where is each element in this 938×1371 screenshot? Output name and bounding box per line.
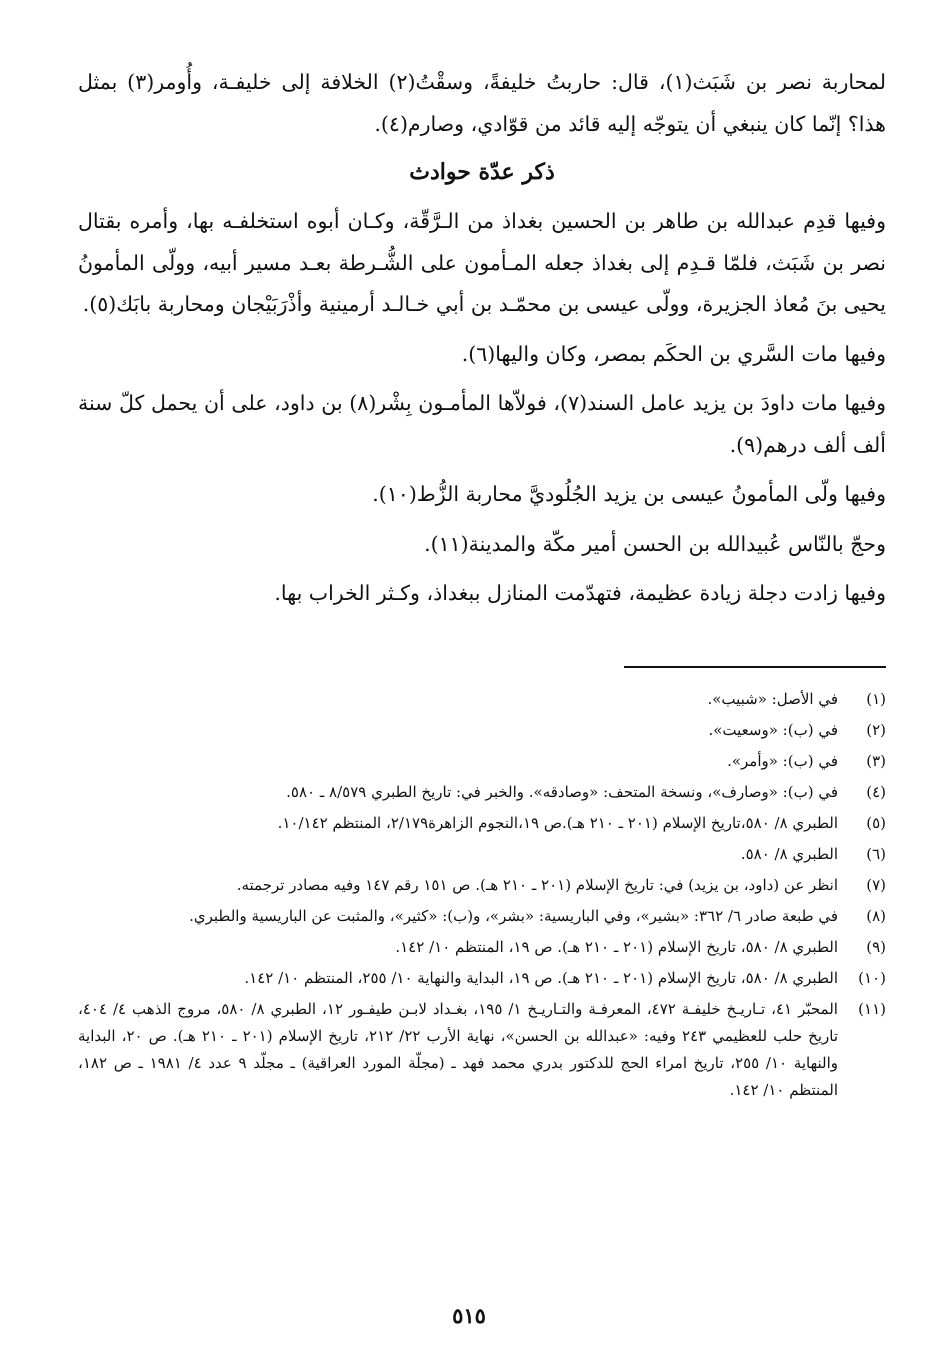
footnote-number: (٩) [866,938,886,956]
footnote-10 [78,965,886,992]
footnote-3 [78,748,886,775]
footnote-text: انظر عن (داود، بن يزيد) في: تاريخ الإسلام (٢٠١ ـ ٢١٠ هـ). ص ١٥١ رقم ١٤٧ وفيه مصادر ترجمته. [236,876,838,894]
footnote-2 [78,717,886,744]
footnote-number: (١) [866,690,886,708]
footnote-1 [78,686,886,713]
footnote-6 [78,841,886,868]
footnote-11 [78,996,886,1104]
footnote-number: (٧) [866,876,886,894]
footnote-9 [78,934,886,961]
footnote-number: (٢) [866,721,886,739]
footnotes [78,686,886,1108]
footnote-text: الطبري ٨/ ٥٨٠، تاريخ الإسلام (٢٠١ ـ ٢١٠ هـ). ص ١٩، المنتظم ١٠/ ١٤٢. [395,938,838,956]
paragraph-2: وفيها مات السَّري بن الحكَم بمصر، وكان واليها(٦). [461,341,886,366]
intro-paragraph: لمحاربة نصر بن شَبَث(١)، قال: حاربتُ خليفةً، وسقْتُ(٢) الخلافة إلى خليفـة، وأُومر(٣) بمثل هذا؟ إنّما كان ينبغي أن يتوجّه إليه قائد من قوّادي، وصارم(٤). [78,70,886,136]
footnote-number: (٤) [866,783,886,801]
paragraph-6: وفيها زادت دجلة زيادة عظيمة، فتهدّمت المنازل ببغداذ، وكـثر الخراب بها. [274,581,886,605]
footnote-text: المحبّر ٤١، تـاريـخ خليفـة ٤٧٢، المعرفـة والتـاريـخ ١/ ١٩٥، بغـداد لابـن طيفـور ١٢، الطبري ٨/ ٥٨٠، مروج الذهب ٤/ ٤٠٤، تاريخ حلب للعظيمي ٢٤٣ وفيه: «عبدالله بن الحسن»، نهاية الأرب ٢٢/ ٢١٢، تاريخ الإسلام (٢٠١ ـ ٢١٠ هـ). ص ٢٠، البداية والنهاية ١٠/ ٢٥٥، تاريخ امراء الحج للدكتور بدري محمد فهد ـ (مجلّة المورد العراقية) ـ مجلّد ٩ عدد ٤/ ١٩٨١ ـ ص ١٨٢، المنتظم ١٠/ ١٤٢. [78,1000,839,1099]
paragraph-4: وفيها ولّى المأمونُ عيسى بن يزيد الجُلُوديَّ محاربة الزُّط(١٠). [372,482,886,506]
footnote-text: في (ب): «وأمر». [727,752,838,770]
footnote-number: (٥) [866,814,886,832]
footnote-number: (٨) [866,907,886,925]
paragraph-1: وفيها قدِم عبدالله بن طاهر بن الحسين بغداذ من الـرَّقّة، وكـان أبوه استخلفـه بها، وأمره بقتال نصر بن شَبَث، فلمّا قـدِم إلى بغداذ جعله المـأمون على الشُّـرطة بعـد مسير أبيه، وولّى المأمونُ يحيى بنَ مُعاذ الجزيرة، وولّى عيسى بن محمّـد بن أبي خـالـد أرمينية وأذْرَبَيْجان ومحاربة بابَك(٥). [78,209,886,316]
footnote-text: الطبري ٨/ ٥٨٠،تاريخ الإسلام (٢٠١ ـ ٢١٠ هـ).ص ١٩،النجوم الزاهرة٢/١٧٩، المنتظم ١٠/١٤٢. [277,814,838,832]
footnote-number: (١١) [858,1000,886,1018]
footnote-8 [78,903,886,930]
main-text [78,62,886,615]
footnote-text: في (ب): «وسعيت». [708,721,838,739]
paragraph-3: وفيها مات داودَ بن يزيد عامل السند(٧)، فولاّها المأمـون بِشْر(٨) بن داود، على أن يحمل كلّ سنة ألف ألف درهم(٩). [78,391,887,457]
footnote-separator [624,666,886,668]
footnote-7 [78,872,886,899]
footnote-text: في الأصل: «شبيب». [707,690,838,708]
footnote-text: في (ب): «وصارف»، ونسخة المتحف: «وصادقه». والخبر في: تاريخ الطبري ٨/٥٧٩ ـ ٥٨٠. [286,783,838,801]
footnote-text: الطبري ٨/ ٥٨٠، تاريخ الإسلام (٢٠١ ـ ٢١٠ هـ). ص ١٩، البداية والنهاية ١٠/ ٢٥٥، المنتظم ١٠/ ١٤٢. [244,969,838,987]
page-number: ٥١٥ [452,1303,486,1328]
footnote-4 [78,779,886,806]
section-heading: ذكر عدّة حوادث [409,159,555,185]
footnote-text: الطبري ٨/ ٥٨٠. [740,845,838,863]
footnote-number: (٦) [866,845,886,863]
footnote-number: (١٠) [858,969,886,987]
footnote-number: (٣) [866,752,886,770]
footnote-text: في طبعة صادر ٦/ ٣٦٢: «بشير»، وفي الباريسية: «بشر»، و(ب): «كثير»، والمثبت عن الباريسية والطبري. [189,907,838,925]
paragraph-5: وحجّ بالنّاس عُبيدالله بن الحسن أمير مكّة والمدينة(١١). [424,531,886,556]
footnote-5 [78,810,886,837]
